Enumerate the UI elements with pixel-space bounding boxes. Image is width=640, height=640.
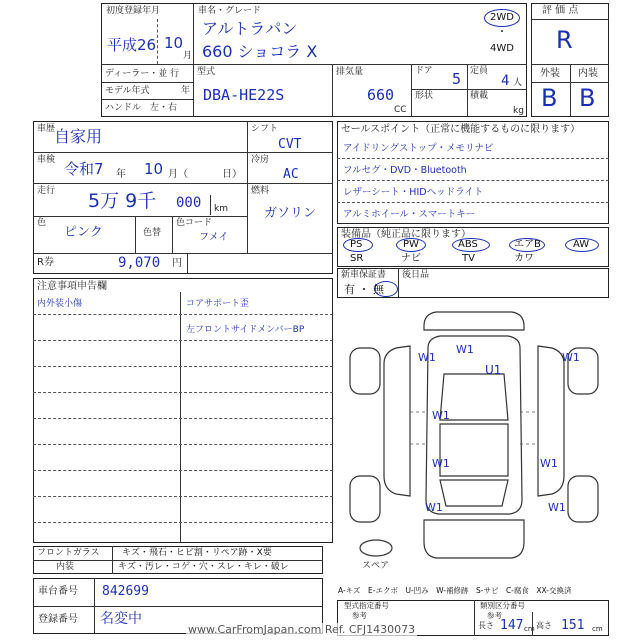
registration-era: 平成26 [107, 36, 157, 54]
sales-point-item: フルセグ・DVD・Bluetooth [343, 165, 467, 176]
equipment-airbag: エアB [514, 239, 541, 250]
interior-condition-value: キズ・汚レ・コゲ・穴・スレ・キレ・破レ [118, 562, 289, 572]
usage-value: 自家用 [54, 127, 103, 146]
ac-label: 冷房 [251, 155, 270, 165]
inspection-era: 令和7 [64, 160, 104, 178]
registration-month-unit: 月 [183, 51, 193, 61]
equipment-ps: PS [350, 239, 363, 250]
capacity-unit: 人 [513, 78, 523, 88]
fuel-value: ガソリン [264, 206, 317, 221]
length-label: 長さ [478, 621, 494, 630]
evaluation-score: R [556, 26, 573, 54]
inspection-year-unit: 年 [116, 169, 126, 180]
car-name-label: 車名・グレード [198, 6, 262, 16]
chassis-value: 842699 [102, 584, 149, 599]
height-label: 高さ [536, 621, 552, 630]
category-number-ref: 参考 [487, 611, 502, 620]
inspection-day-unit: 日） [222, 169, 242, 180]
shift-label: シフト [251, 124, 279, 134]
sales-point-item: アイドリングストップ・メモリナビ [343, 143, 494, 154]
damage-mark: W1 [425, 501, 443, 514]
damage-legend: A-キズ E-エクボ U-凹み W-補修跡 S-サビ C-腐食 XX-交換済 [338, 586, 572, 595]
category-number-label: 類別区分番号 [480, 601, 525, 610]
color-code-label: 色コード [176, 218, 213, 228]
registration-number-value: 名変中 [100, 611, 142, 627]
model-number-label: 型式指定番号 [344, 601, 389, 610]
handle-label: ハンドル 左・右 [105, 103, 178, 113]
drive-2wd: 2WD [490, 12, 514, 23]
interior-label: 内装 [578, 68, 598, 79]
drive-dot: ・ [497, 27, 507, 38]
equipment-tv: TV [462, 253, 475, 264]
registration-date-label: 初度登録年月 [106, 6, 161, 16]
door-label: ドア [415, 66, 433, 76]
color-change-label: 色替 [143, 228, 162, 238]
inspection-label: 車検 [37, 155, 56, 165]
length-value: 147 [500, 618, 524, 633]
capacity-label: 定員 [470, 66, 489, 76]
interior-grade: B [579, 84, 596, 112]
registration-month: 10 [164, 34, 184, 52]
notes-title: 注意事項申告欄 [37, 281, 107, 292]
warranty-value: 有 ・ 無 [344, 283, 384, 296]
equipment-aw: AW [573, 239, 590, 250]
drive-4wd: 4WD [490, 43, 514, 54]
exterior-grade: B [541, 84, 558, 112]
registration-number-label: 登録番号 [38, 614, 78, 625]
front-glass-value: キズ・飛石・ヒビ割・リペア跡・X要 [122, 548, 272, 558]
watermark: www.CarFromJapan.com Ref. CFJ1430073 [188, 623, 416, 636]
dealer-label: ディーラー・並 行 [105, 69, 180, 79]
recycle-value: 9,070 [118, 255, 161, 271]
type-label: 型式 [197, 67, 216, 77]
load-unit: kg [513, 106, 524, 116]
later-items-label: 後日品 [402, 270, 430, 280]
color-label: 色 [37, 218, 47, 228]
model-year-unit: 年 [181, 86, 191, 96]
color-value: ピンク [64, 225, 103, 240]
mileage-unit: km [214, 204, 228, 214]
displacement-value: 660 [367, 86, 395, 104]
damage-mark: W1 [432, 457, 450, 470]
equipment-pw: PW [403, 239, 419, 250]
displacement-label: 排気量 [336, 67, 364, 77]
ac-value: AC [283, 167, 299, 182]
equipment-navi: ナビ [401, 253, 421, 264]
recycle-unit: 円 [172, 258, 182, 269]
displacement-unit: CC [394, 105, 407, 115]
inspection-month: 10 [144, 160, 164, 178]
mileage-thousands: 000 [176, 195, 202, 211]
recycle-label: R券 [37, 257, 54, 268]
inspection-month-unit: 月（ [168, 169, 188, 180]
damage-mark: W1 [548, 501, 566, 514]
damage-mark: W1 [418, 351, 436, 364]
color-code-value: フメイ [199, 232, 229, 243]
evaluation-label: 評 価 点 [542, 5, 579, 16]
equipment-title: 装備品（純正品に限ります） [341, 229, 471, 240]
mileage-value: 5万 9千 [88, 190, 157, 212]
exterior-label: 外装 [540, 68, 560, 79]
sales-point-item: レザーシート・HIDヘッドライト [343, 187, 484, 198]
damage-mark: W1 [432, 409, 450, 422]
damage-mark: W1 [540, 457, 558, 470]
length-unit: cm [524, 625, 535, 633]
notes-box [33, 278, 333, 543]
damage-mark: W1 [562, 351, 580, 364]
type-value: DBA-HE22S [203, 86, 285, 104]
sales-points-title: セールスポイント（正常に機能するものに限ります） [341, 124, 581, 135]
door-value: 5 [452, 70, 462, 88]
model-number-ref: 参考 [352, 611, 367, 620]
damage-mark: U1 [485, 363, 502, 377]
usage-label: 車歴 [37, 124, 56, 134]
damage-mark: W1 [456, 343, 474, 356]
note-left-item: 内外装小傷 [37, 299, 83, 309]
spare-label: スペア [362, 561, 390, 571]
equipment-sr: SR [350, 253, 364, 264]
height-unit: cm [592, 625, 603, 633]
mileage-label: 走行 [37, 186, 56, 196]
car-grade: 660 ショコラ X [202, 42, 318, 61]
car-name: アルトラパン [202, 19, 298, 38]
shape-label: 形状 [415, 91, 434, 101]
front-glass-label: フロントガラス [37, 548, 100, 558]
warranty-label: 新車保証書 [341, 270, 387, 280]
load-label: 積載 [470, 91, 489, 101]
model-year-label: モデル年式 [105, 86, 150, 96]
height-value: 151 [561, 618, 585, 633]
note-right-item: コアサポート歪 [186, 299, 250, 309]
equipment-abs: ABS [458, 239, 478, 250]
sales-point-item: アルミホイール・スマートキー [343, 209, 476, 220]
fuel-label: 燃料 [251, 186, 270, 196]
shift-value: CVT [278, 137, 302, 152]
chassis-label: 車台番号 [38, 586, 78, 597]
interior-condition-label: 内装 [56, 562, 75, 572]
equipment-leather: カワ [514, 253, 534, 264]
capacity-value: 4 [501, 73, 510, 89]
note-right-item: 左フロントサイドメンバーBP [186, 325, 305, 335]
